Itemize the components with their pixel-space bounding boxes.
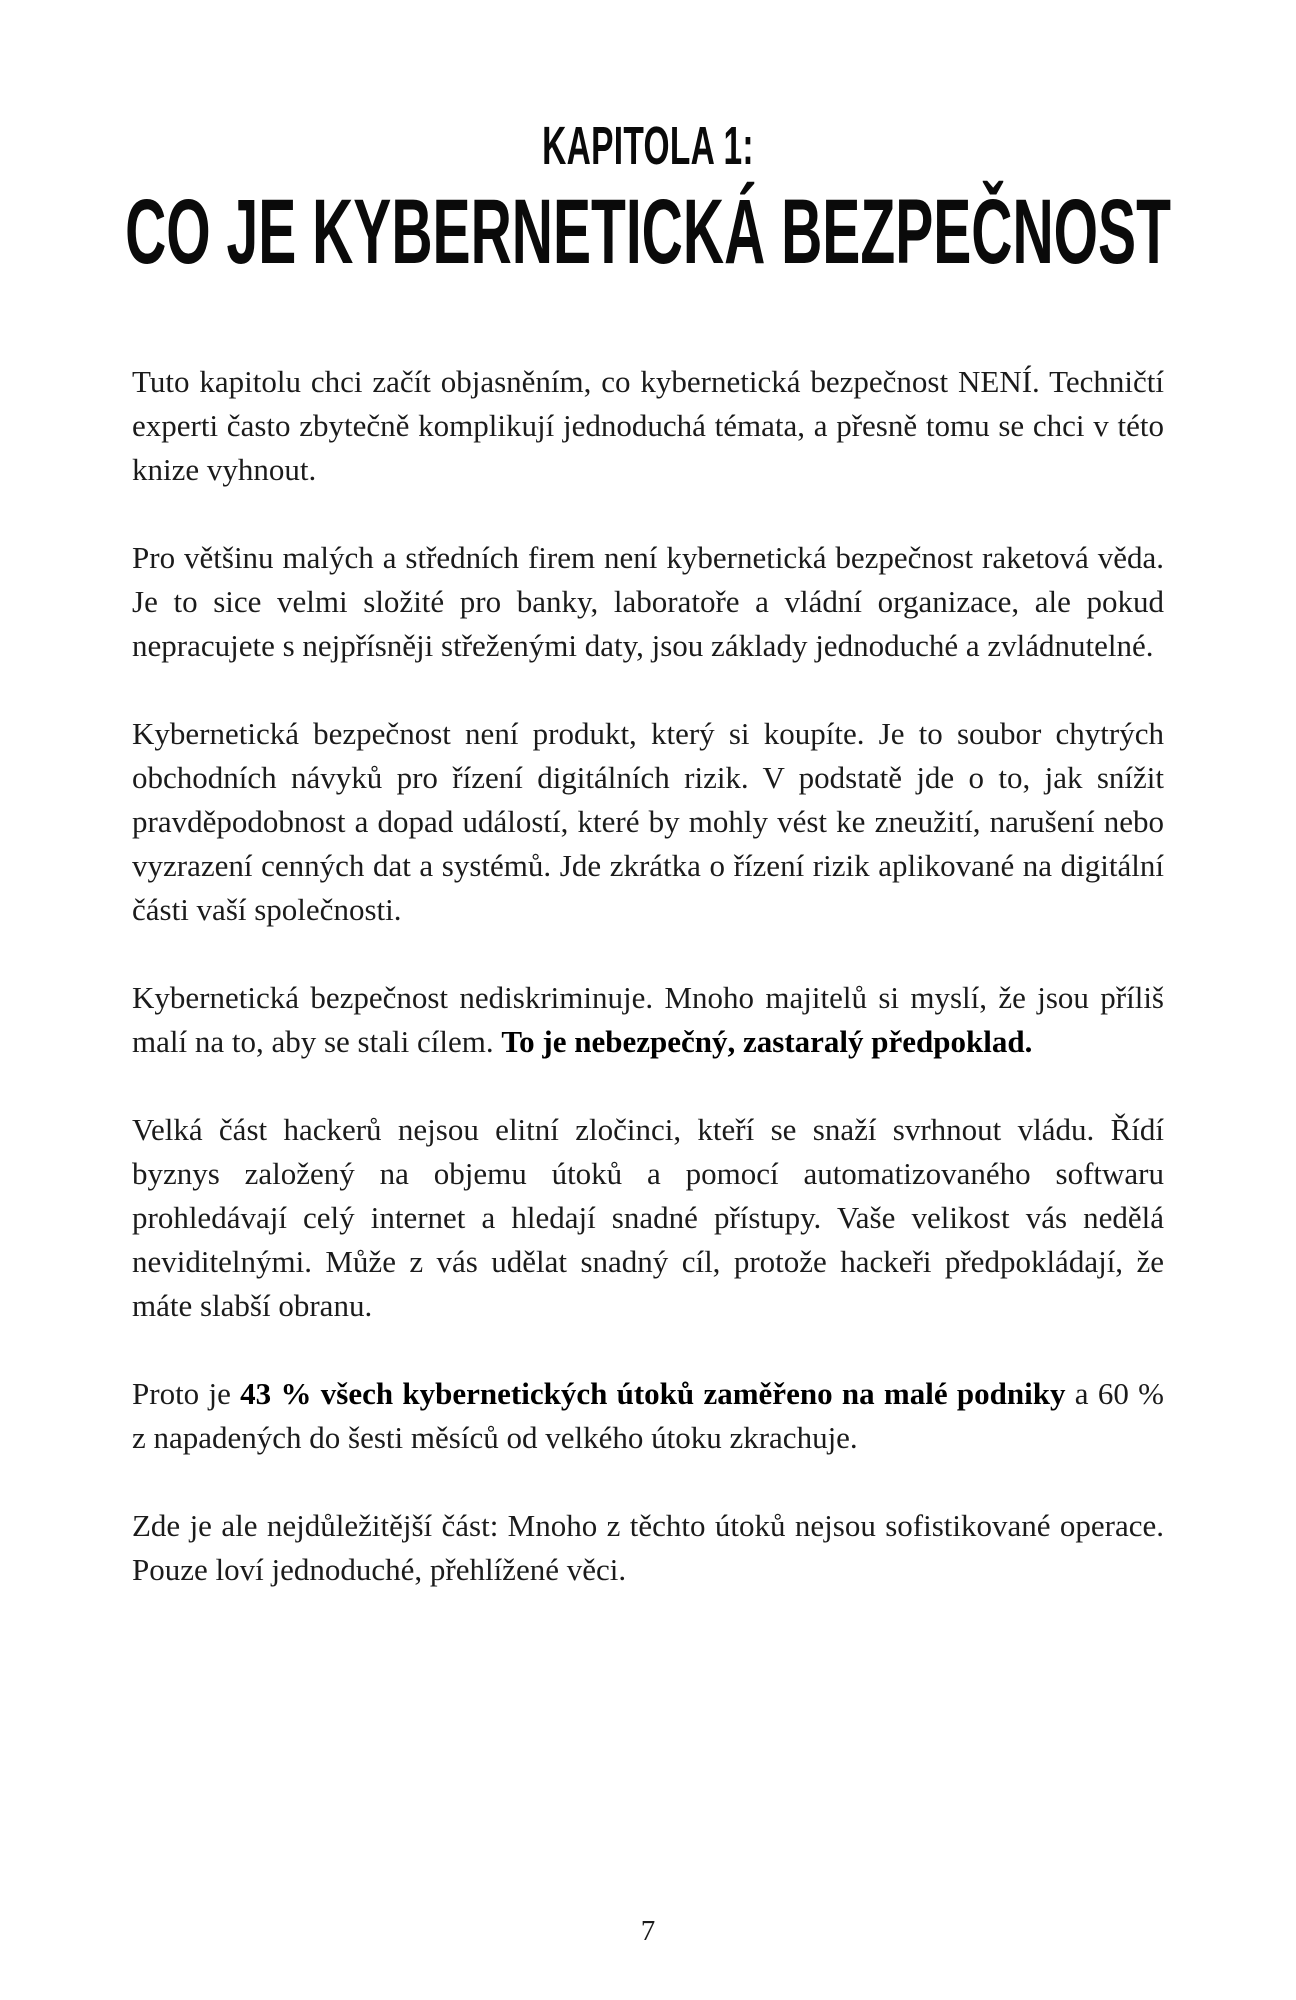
- text-run: Zde je ale nejdůležitější část: Mnoho z těchto útoků nejsou sofistikované operace. Pouze loví jednoduché, přehlížené věci.: [132, 1508, 1164, 1588]
- paragraph: [132, 1372, 1164, 1460]
- page-number: 7: [640, 1915, 656, 1947]
- paragraph: [132, 1108, 1164, 1328]
- paragraph: [132, 976, 1164, 1064]
- text-run: Tuto kapitolu chci začít objasněním, co kybernetická bezpečnost NENÍ. Techničtí experti často zbytečně komplikují jednoduchá témata, a přesně tomu se chci v této knize vyhnout.: [132, 364, 1164, 488]
- text-run: Kybernetická bezpečnost není produkt, který si koupíte. Je to soubor chytrých obchodních návyků pro řízení digitálních rizik. V podstatě jde o to, jak snížit pravděpodobnost a dopad událostí, které by mohly vést ke zneužití, narušení nebo vyzrazení cenných dat a systémů. Jde zkrátka o řízení rizik aplikované na digitální části vaší společnosti.: [132, 716, 1164, 928]
- chapter-title-row: [125, 181, 1171, 286]
- text-run-bold: To je nebezpečný, zastaralý předpoklad.: [501, 1024, 1033, 1060]
- paragraph: [132, 360, 1164, 492]
- text-run: Velká část hackerů nejsou elitní zločinci, kteří se snaží svrhnout vládu. Řídí byznys založený na objemu útoků a pomocí automatizovaného softwaru prohledávají celý internet a hledají snadné přístupy. Vaše velikost vás nedělá neviditelnými. Může z vás udělat snadný cíl, protože hackeři předpokládají, že máte slabší obranu.: [132, 1112, 1164, 1324]
- text-run: Pro většinu malých a středních firem není kybernetická bezpečnost raketová věda. Je to sice velmi složité pro banky, laboratoře a vládní organizace, ale pokud nepracujete s nejpřísněji střeženými daty, jsou základy jednoduché a zvládnutelné.: [132, 540, 1164, 664]
- chapter-kicker-row: [132, 118, 1164, 178]
- paragraph: [132, 1504, 1164, 1592]
- chapter-heading: [125, 116, 1171, 286]
- text-run: Kybernetická bezpečnost nediskriminuje. Mnoho majitelů si myslí, že jsou příliš malí na to, aby se stali cílem.: [132, 980, 1164, 1060]
- text-run-bold: 43 % všech kybernetických útoků zaměřeno na malé podniky: [240, 1376, 1066, 1412]
- chapter-kicker: KAPITOLA 1:: [542, 116, 754, 176]
- chapter-title: CO JE KYBERNETICKÁ BEZPEČNOST: [125, 181, 1171, 283]
- text-run: Proto je: [132, 1376, 241, 1412]
- paragraph: [132, 536, 1164, 668]
- paragraph: [132, 712, 1164, 932]
- body-text: [132, 360, 1164, 1592]
- text-run: a 60 % z napadených do šesti měsíců od velkého útoku zkrachuje.: [132, 1376, 1164, 1456]
